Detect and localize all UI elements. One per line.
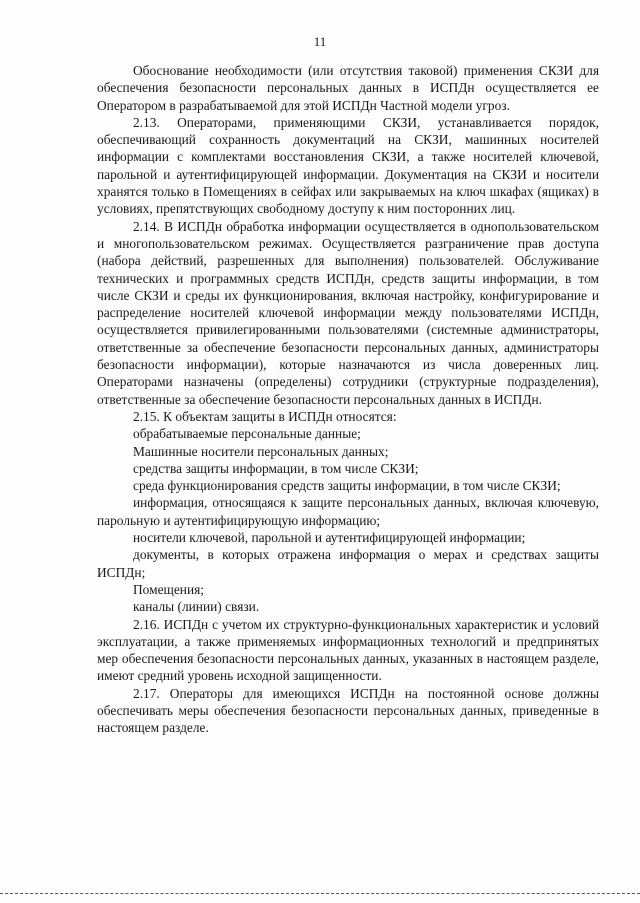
paragraph-2-14: 2.14. В ИСПДн обработка информации осуществляется в однопользовательском и многопользовательском режимах. Осуществляется разграничение прав доступа (набора действий, разрешенных для выполнения) пользователей. Обслуживание технических и программных средств ИСПДн, средств защиты информации, в том числе СКЗИ и среды их функционирования, включая настройку, конфигурирование и распределение носителей ключевой информации между пользователями ИСПДн, осуществляется привилегированными пользователями (системные администраторы, ответственные за обеспечение безопасности персональных данных, администраторы безопасности информации), которые назначаются из числа доверенных лиц. Операторами назначены (определены) сотрудники (структурные подразделения), ответственные за обеспечение безопасности персональных данных в ИСПДн. bbox=[97, 218, 599, 407]
list-item: среда функционирования средств защиты информации, в том числе СКЗИ; bbox=[133, 478, 561, 494]
list-item: носители ключевой, парольной и аутентифицирующей информации; bbox=[133, 530, 526, 546]
list-item: Помещения; bbox=[133, 581, 204, 597]
page-bottom-divider bbox=[0, 893, 640, 894]
paragraph-2-17: 2.17. Операторы для имеющихся ИСПДн на постоянной основе должны обеспечивать меры обеспечения безопасности персональных данных, приведенные в настоящем разделе. bbox=[97, 685, 599, 736]
list-item: средства защиты информации, в том числе СКЗИ; bbox=[133, 460, 419, 476]
paragraph-2-13: 2.13. Операторами, применяющими СКЗИ, устанавливается порядок, обеспечивающий сохранность документаций на СКЗИ, машинных носителей информации с комплектами восстановления СКЗИ, а также носителей ключевой, парольной и аутентифицирующей информации. Документация на СКЗИ и носители хранятся только в Помещениях в сейфах или закрываемых на ключ шкафах (ящиках) в условиях, препятствующих свободному доступу к ним посторонних лиц. bbox=[97, 114, 599, 217]
page-number: 11 bbox=[313, 34, 327, 49]
paragraph-2-15: 2.15. К объектам защиты в ИСПДн относятся: bbox=[133, 408, 397, 424]
list-item: Машинные носители персональных данных; bbox=[133, 443, 389, 459]
document-body bbox=[97, 62, 599, 737]
paragraph-threat-model-justification: Обоснование необходимости (или отсутствия таковой) применения СКЗИ для обеспечения безопасности персональных данных в ИСПДн осуществляется ее Оператором в разрабатываемой для этой ИСПДн Частной модели угроз. bbox=[97, 63, 599, 113]
list-item: информация, относящаяся к защите персональных данных, включая ключевую, парольную и аутентифицирующую информацию; bbox=[97, 495, 599, 528]
list-item: каналы (линии) связи. bbox=[133, 599, 260, 615]
paragraph-2-16: 2.16. ИСПДн с учетом их структурно-функциональных характеристик и условий эксплуатации, а также применяемых информационных технологий и предпринятых мер обеспечения безопасности персональных данных, указанных в настоящем разделе, имеют средний уровень исходной защищенности. bbox=[97, 616, 599, 684]
list-item: обрабатываемые персональные данные; bbox=[133, 426, 361, 442]
list-item: документы, в которых отражена информация о мерах и средствах защиты ИСПДн; bbox=[97, 547, 599, 580]
